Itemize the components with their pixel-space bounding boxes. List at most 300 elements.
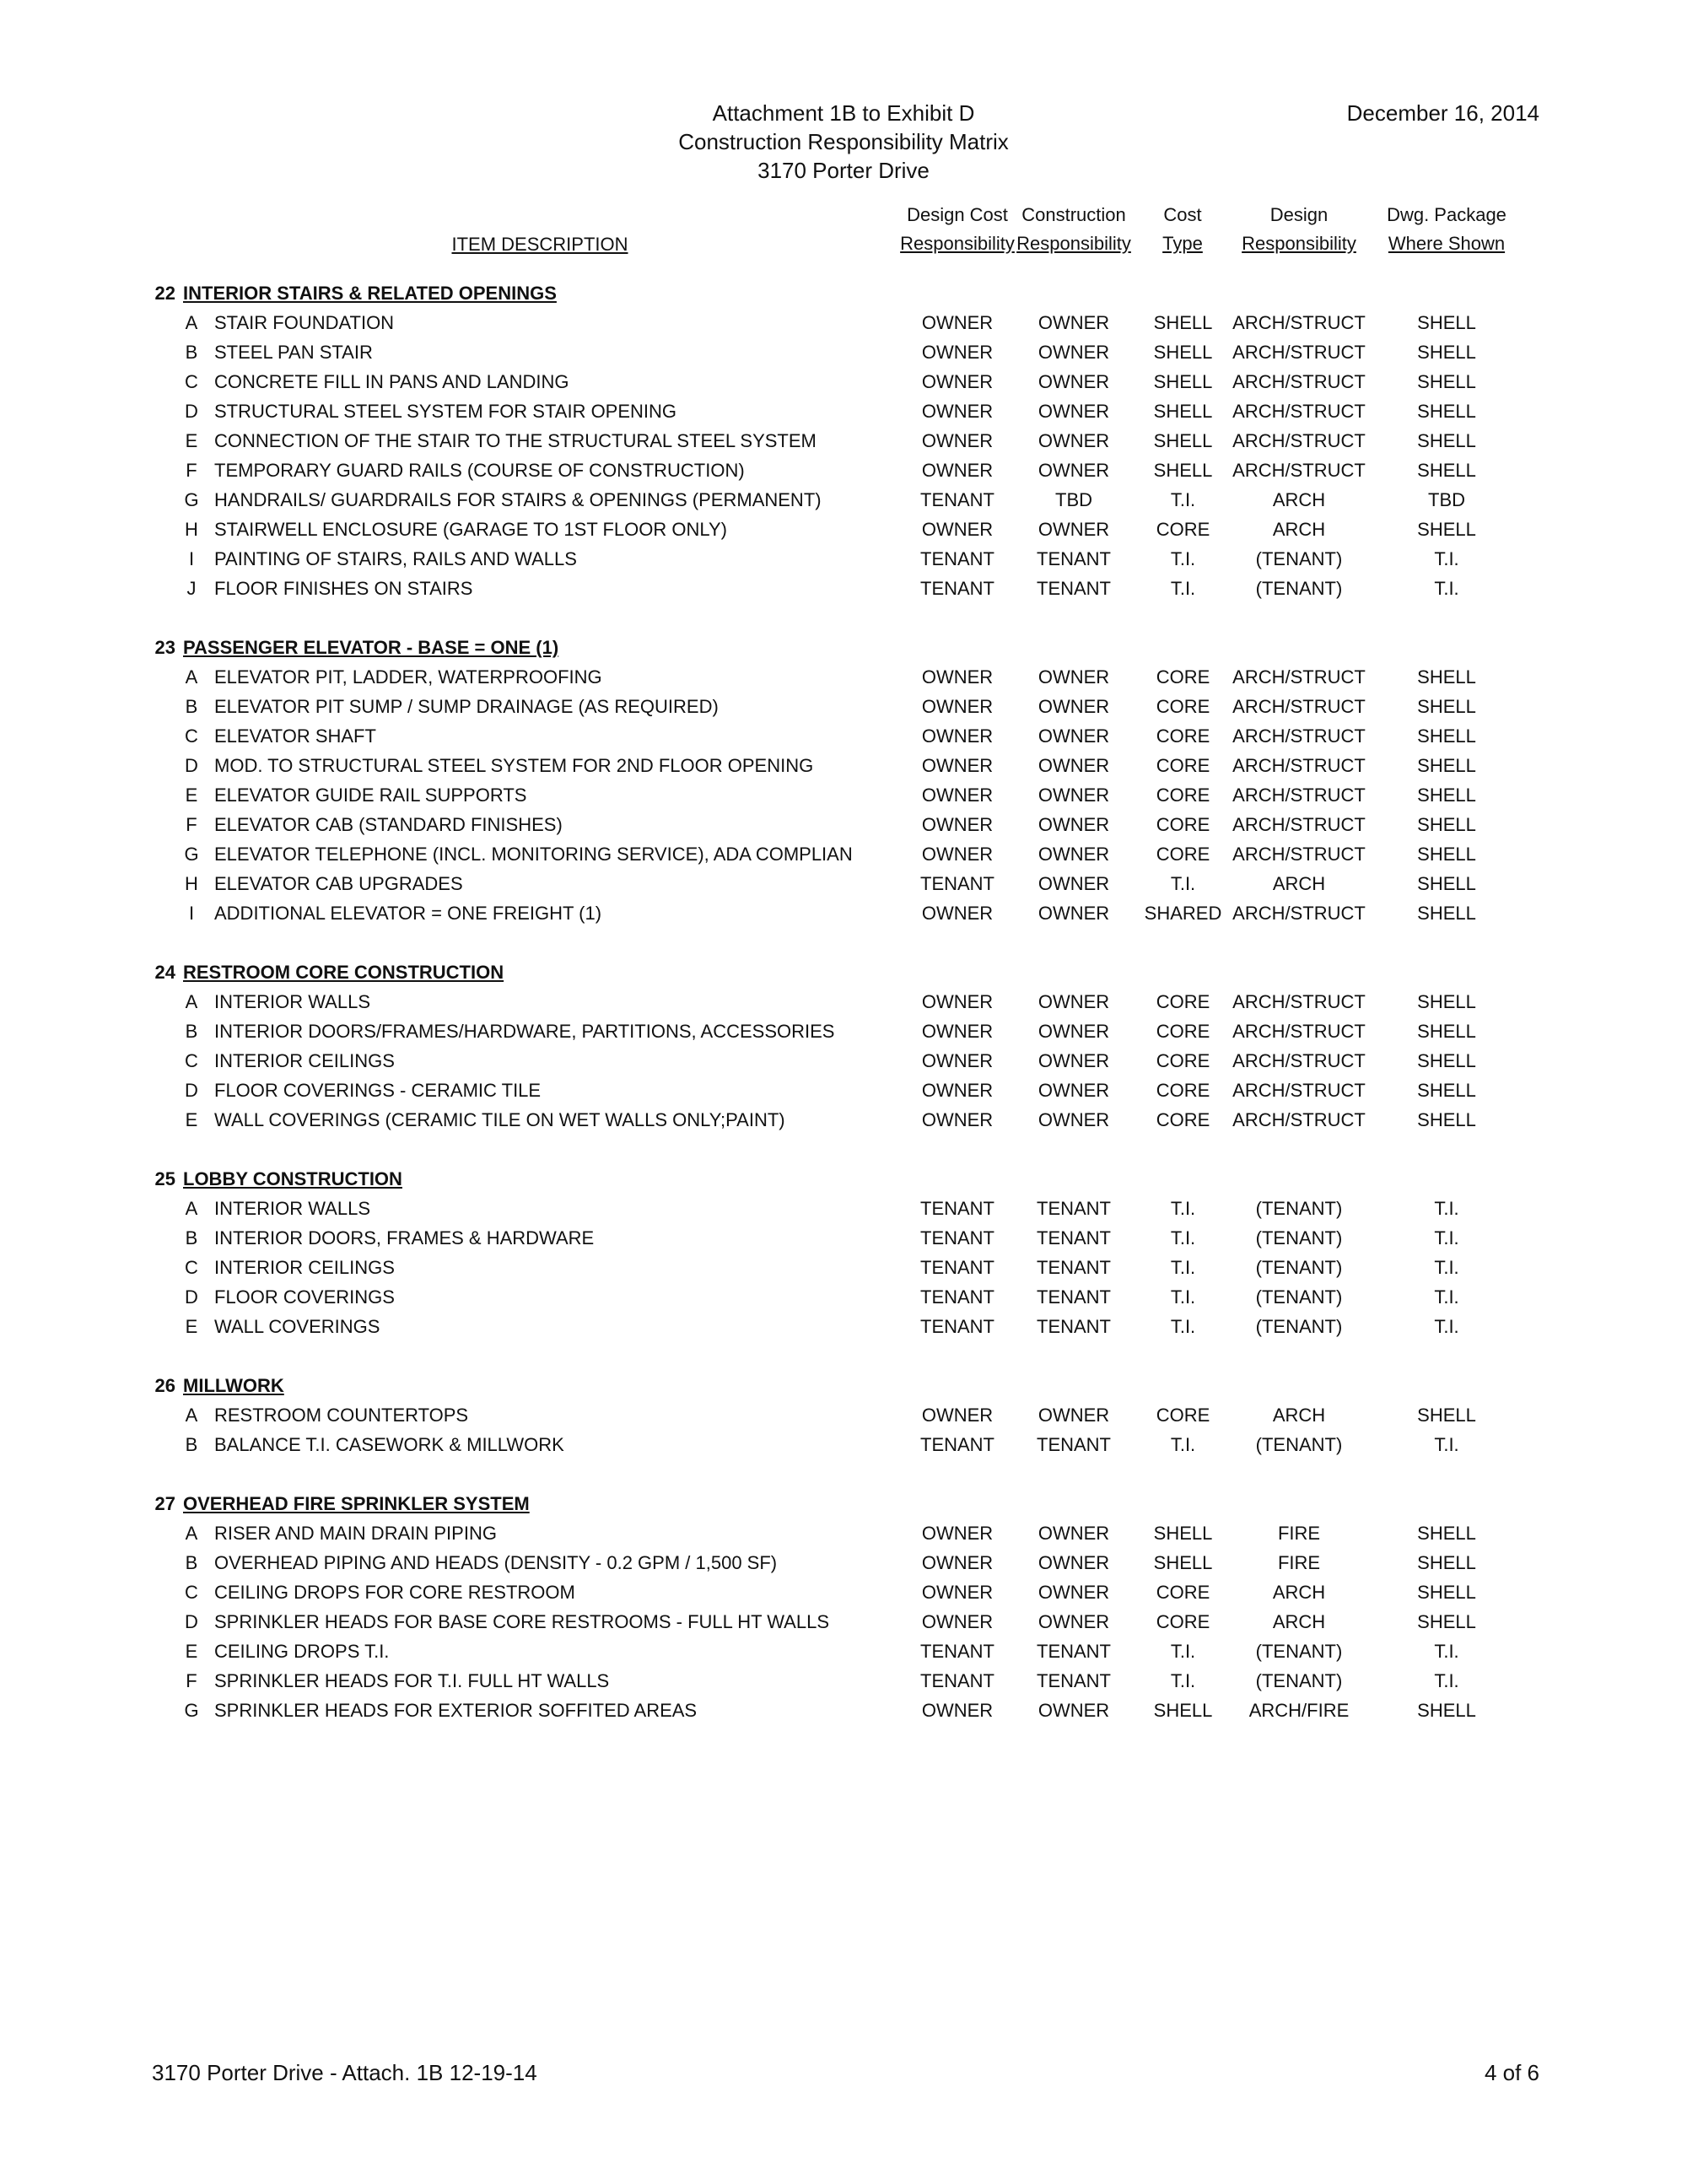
construction-responsibility: OWNER (1038, 666, 1110, 688)
table-row (0, 1076, 1687, 1105)
item-letter: A (185, 1198, 198, 1219)
cost-type: CORE (1156, 1582, 1210, 1603)
item-description: MOD. TO STRUCTURAL STEEL SYSTEM FOR 2ND FLOOR OPENING (214, 755, 814, 776)
design-responsibility: ARCH (1272, 1405, 1326, 1426)
design-cost-responsibility: OWNER (921, 371, 994, 392)
cost-type: T.I. (1170, 1227, 1196, 1248)
table-row (0, 485, 1687, 515)
construction-responsibility: TENANT (1037, 1641, 1111, 1662)
table-row (0, 1105, 1687, 1135)
dwg-package: SHELL (1417, 1611, 1476, 1632)
dwg-package: SHELL (1417, 785, 1476, 806)
dwg-package: SHELL (1417, 666, 1476, 688)
cost-type: T.I. (1170, 1316, 1196, 1337)
cost-type: SHELL (1153, 1523, 1213, 1544)
item-letter: C (185, 371, 198, 392)
construction-responsibility: OWNER (1038, 519, 1110, 540)
table-row (0, 1607, 1687, 1637)
section-title: OVERHEAD FIRE SPRINKLER SYSTEM (183, 1493, 530, 1514)
item-description: OVERHEAD PIPING AND HEADS (DENSITY - 0.2 GPM / 1,500 SF) (214, 1552, 778, 1573)
cost-type: T.I. (1170, 1641, 1196, 1662)
item-letter: D (185, 401, 198, 422)
design-cost-responsibility: OWNER (921, 1552, 994, 1573)
cost-type: CORE (1156, 1021, 1210, 1042)
item-description: CONNECTION OF THE STAIR TO THE STRUCTURAL STEEL SYSTEM (214, 430, 817, 451)
cost-type: CORE (1156, 1611, 1210, 1632)
design-cost-responsibility: TENANT (920, 1316, 994, 1337)
item-description: STAIR FOUNDATION (214, 312, 395, 333)
item-letter: A (185, 666, 198, 688)
design-responsibility: ARCH/STRUCT (1232, 371, 1366, 392)
dwg-package: T.I. (1434, 1670, 1459, 1691)
col-item-description: ITEM DESCRIPTION (451, 234, 628, 255)
design-cost-responsibility: OWNER (921, 666, 994, 688)
item-letter: A (185, 1405, 198, 1426)
design-cost-responsibility: TENANT (920, 1198, 994, 1219)
design-cost-responsibility: OWNER (921, 519, 994, 540)
section-title: LOBBY CONSTRUCTION (183, 1168, 402, 1189)
design-responsibility: (TENANT) (1255, 1316, 1343, 1337)
cost-type: T.I. (1170, 1198, 1196, 1219)
item-description: ELEVATOR CAB UPGRADES (214, 873, 463, 894)
section-number: 22 (154, 283, 175, 304)
design-responsibility: ARCH (1272, 873, 1326, 894)
table-row (0, 1430, 1687, 1459)
dwg-package: SHELL (1417, 814, 1476, 835)
item-letter: C (185, 1257, 198, 1278)
item-letter: B (185, 1434, 198, 1455)
table-row (0, 367, 1687, 396)
section-number: 27 (154, 1493, 175, 1514)
table-row (0, 1666, 1687, 1696)
design-cost-responsibility: TENANT (920, 578, 994, 599)
table-row (0, 662, 1687, 692)
table-row (0, 1194, 1687, 1223)
construction-responsibility: OWNER (1038, 755, 1110, 776)
cost-type: T.I. (1170, 873, 1196, 894)
item-letter: E (185, 430, 198, 451)
item-letter: B (185, 696, 198, 717)
doc-date: December 16, 2014 (1346, 100, 1539, 126)
table-row (0, 396, 1687, 426)
item-letter: D (185, 1286, 198, 1308)
item-letter: D (185, 755, 198, 776)
construction-responsibility: OWNER (1038, 725, 1110, 747)
design-responsibility: ARCH/STRUCT (1232, 460, 1366, 481)
cost-type: T.I. (1170, 548, 1196, 569)
cost-type: T.I. (1170, 1286, 1196, 1308)
construction-responsibility: TENANT (1037, 1434, 1111, 1455)
item-description: ELEVATOR PIT SUMP / SUMP DRAINAGE (AS REQUIRED) (214, 696, 719, 717)
item-letter: D (185, 1611, 198, 1632)
construction-responsibility: OWNER (1038, 342, 1110, 363)
design-responsibility: ARCH/FIRE (1248, 1700, 1350, 1721)
item-letter: F (186, 814, 197, 835)
table-row (0, 1518, 1687, 1548)
cost-type: SHARED (1144, 903, 1222, 924)
section-title: MILLWORK (183, 1375, 284, 1396)
item-letter: C (185, 1050, 198, 1071)
item-description: TEMPORARY GUARD RAILS (COURSE OF CONSTRUCTION) (214, 460, 745, 481)
design-cost-responsibility: OWNER (921, 844, 994, 865)
cost-type: CORE (1156, 1050, 1210, 1071)
dwg-package: SHELL (1417, 844, 1476, 865)
construction-responsibility: TENANT (1037, 1286, 1111, 1308)
design-cost-responsibility: OWNER (921, 1405, 994, 1426)
design-responsibility: ARCH/STRUCT (1232, 991, 1366, 1012)
design-cost-responsibility: OWNER (921, 430, 994, 451)
col-construction: Construction Responsibility (1016, 204, 1131, 254)
design-cost-responsibility: TENANT (920, 873, 994, 894)
construction-responsibility: OWNER (1038, 312, 1110, 333)
design-responsibility: (TENANT) (1255, 1198, 1343, 1219)
cost-type: CORE (1156, 844, 1210, 865)
item-description: CEILING DROPS T.I. (214, 1641, 390, 1662)
item-letter: A (185, 1523, 198, 1544)
item-description: INTERIOR DOORS/FRAMES/HARDWARE, PARTITIONS, ACCESSORIES (214, 1021, 835, 1042)
design-responsibility: ARCH/STRUCT (1232, 1050, 1366, 1071)
design-cost-responsibility: TENANT (920, 548, 994, 569)
design-responsibility: ARCH/STRUCT (1232, 312, 1366, 333)
design-cost-responsibility: OWNER (921, 903, 994, 924)
dwg-package: SHELL (1417, 1405, 1476, 1426)
dwg-package: SHELL (1417, 342, 1476, 363)
item-letter: A (185, 991, 198, 1012)
construction-responsibility: OWNER (1038, 696, 1110, 717)
dwg-package: SHELL (1417, 1523, 1476, 1544)
design-responsibility: (TENANT) (1255, 1641, 1343, 1662)
item-letter: G (184, 1700, 199, 1721)
design-cost-responsibility: TENANT (920, 1434, 994, 1455)
cost-type: CORE (1156, 725, 1210, 747)
cost-type: CORE (1156, 696, 1210, 717)
design-responsibility: ARCH/STRUCT (1232, 401, 1366, 422)
design-responsibility: ARCH/STRUCT (1232, 785, 1366, 806)
item-letter: B (185, 342, 198, 363)
construction-responsibility: OWNER (1038, 1611, 1110, 1632)
item-letter: E (185, 1316, 198, 1337)
construction-responsibility: OWNER (1038, 1523, 1110, 1544)
construction-responsibility: OWNER (1038, 1552, 1110, 1573)
item-description: ELEVATOR GUIDE RAIL SUPPORTS (214, 785, 527, 806)
dwg-package: T.I. (1434, 1257, 1459, 1278)
item-description: WALL COVERINGS (214, 1316, 380, 1337)
item-description: INTERIOR CEILINGS (214, 1050, 395, 1071)
item-letter: G (184, 489, 199, 510)
design-cost-responsibility: OWNER (921, 991, 994, 1012)
item-description: ADDITIONAL ELEVATOR = ONE FREIGHT (1) (214, 903, 602, 924)
section-header (0, 633, 1687, 662)
item-description: SPRINKLER HEADS FOR T.I. FULL HT WALLS (214, 1670, 610, 1691)
item-description: SPRINKLER HEADS FOR BASE CORE RESTROOMS - FULL HT WALLS (214, 1611, 829, 1632)
table-row (0, 780, 1687, 810)
dwg-package: T.I. (1434, 1227, 1459, 1248)
dwg-package: SHELL (1417, 1021, 1476, 1042)
item-description: WALL COVERINGS (CERAMIC TILE ON WET WALLS ONLY;PAINT) (214, 1109, 785, 1130)
table-row (0, 810, 1687, 839)
table-row (0, 1046, 1687, 1076)
item-letter: I (188, 903, 195, 924)
item-letter: C (185, 725, 198, 747)
construction-responsibility: OWNER (1038, 430, 1110, 451)
design-cost-responsibility: OWNER (921, 725, 994, 747)
table-row (0, 1017, 1687, 1046)
section-title: PASSENGER ELEVATOR - BASE = ONE (1) (183, 637, 559, 658)
design-cost-responsibility: OWNER (921, 1021, 994, 1042)
design-responsibility: ARCH/STRUCT (1232, 903, 1366, 924)
table-row (0, 515, 1687, 544)
cost-type: CORE (1156, 785, 1210, 806)
dwg-package: T.I. (1434, 1198, 1459, 1219)
construction-responsibility: TENANT (1037, 1316, 1111, 1337)
item-description: FLOOR COVERINGS (214, 1286, 395, 1308)
construction-responsibility: TENANT (1037, 1198, 1111, 1219)
cost-type: T.I. (1170, 1434, 1196, 1455)
cost-type: CORE (1156, 519, 1210, 540)
construction-responsibility: OWNER (1038, 460, 1110, 481)
construction-responsibility: TENANT (1037, 1257, 1111, 1278)
design-cost-responsibility: OWNER (921, 460, 994, 481)
construction-responsibility: OWNER (1038, 401, 1110, 422)
construction-responsibility: OWNER (1038, 903, 1110, 924)
design-cost-responsibility: OWNER (921, 1582, 994, 1603)
design-cost-responsibility: OWNER (921, 696, 994, 717)
item-letter: B (185, 1021, 198, 1042)
item-letter: A (185, 312, 198, 333)
cost-type: CORE (1156, 666, 1210, 688)
dwg-package: T.I. (1434, 578, 1459, 599)
construction-responsibility: OWNER (1038, 371, 1110, 392)
construction-responsibility: TENANT (1037, 578, 1111, 599)
design-cost-responsibility: OWNER (921, 312, 994, 333)
table-row (0, 898, 1687, 928)
item-letter: G (184, 844, 199, 865)
col-design-cost: Design Cost Responsibility (900, 204, 1015, 254)
table-row (0, 987, 1687, 1017)
construction-responsibility: OWNER (1038, 873, 1110, 894)
item-description: CEILING DROPS FOR CORE RESTROOM (214, 1582, 575, 1603)
design-responsibility: (TENANT) (1255, 1286, 1343, 1308)
cost-type: T.I. (1170, 1257, 1196, 1278)
construction-responsibility: TENANT (1037, 548, 1111, 569)
construction-responsibility: TENANT (1037, 1227, 1111, 1248)
dwg-package: SHELL (1417, 1080, 1476, 1101)
cost-type: SHELL (1153, 371, 1213, 392)
table-row (0, 1223, 1687, 1253)
design-cost-responsibility: TENANT (920, 1286, 994, 1308)
section-header (0, 957, 1687, 987)
design-responsibility: ARCH/STRUCT (1232, 1021, 1366, 1042)
cost-type: SHELL (1153, 1552, 1213, 1573)
item-letter: H (185, 873, 198, 894)
item-description: STEEL PAN STAIR (214, 342, 373, 363)
design-responsibility: ARCH/STRUCT (1232, 725, 1366, 747)
design-responsibility: (TENANT) (1255, 578, 1343, 599)
table-row (0, 721, 1687, 751)
item-letter: F (186, 1670, 197, 1691)
design-responsibility: ARCH/STRUCT (1232, 1080, 1366, 1101)
construction-responsibility: OWNER (1038, 1700, 1110, 1721)
item-description: STAIRWELL ENCLOSURE (GARAGE TO 1ST FLOOR ONLY) (214, 519, 727, 540)
dwg-package: SHELL (1417, 312, 1476, 333)
dwg-package: SHELL (1417, 371, 1476, 392)
section-title: INTERIOR STAIRS & RELATED OPENINGS (183, 283, 557, 304)
item-description: INTERIOR DOORS, FRAMES & HARDWARE (214, 1227, 595, 1248)
design-responsibility: ARCH/STRUCT (1232, 814, 1366, 835)
design-responsibility: ARCH/STRUCT (1232, 342, 1366, 363)
design-cost-responsibility: TENANT (920, 1227, 994, 1248)
construction-responsibility: OWNER (1038, 785, 1110, 806)
design-responsibility: ARCH (1272, 1582, 1326, 1603)
footer-page-number: 4 of 6 (1484, 2060, 1539, 2085)
item-description: CONCRETE FILL IN PANS AND LANDING (214, 371, 569, 392)
item-description: FLOOR COVERINGS - CERAMIC TILE (214, 1080, 542, 1101)
cost-type: SHELL (1153, 312, 1213, 333)
item-letter: E (185, 1109, 198, 1130)
design-cost-responsibility: OWNER (921, 785, 994, 806)
dwg-package: SHELL (1417, 460, 1476, 481)
item-letter: E (185, 785, 198, 806)
dwg-package: T.I. (1434, 1434, 1459, 1455)
item-letter: E (185, 1641, 198, 1662)
design-cost-responsibility: OWNER (921, 342, 994, 363)
design-responsibility: (TENANT) (1255, 1434, 1343, 1455)
item-description: FLOOR FINISHES ON STAIRS (214, 578, 473, 599)
item-letter: I (188, 548, 195, 569)
table-row (0, 751, 1687, 780)
design-responsibility: ARCH/STRUCT (1232, 430, 1366, 451)
design-cost-responsibility: OWNER (921, 1611, 994, 1632)
table-row (0, 869, 1687, 898)
section-number: 24 (154, 962, 175, 983)
design-responsibility: ARCH/STRUCT (1232, 844, 1366, 865)
dwg-package: T.I. (1434, 1641, 1459, 1662)
design-responsibility: (TENANT) (1255, 1257, 1343, 1278)
table-row (0, 692, 1687, 721)
dwg-package: SHELL (1417, 1582, 1476, 1603)
col-design-responsibility: Design Responsibility (1242, 204, 1356, 254)
design-cost-responsibility: OWNER (921, 1080, 994, 1101)
cost-type: SHELL (1153, 460, 1213, 481)
dwg-package: SHELL (1417, 1552, 1476, 1573)
footer-doc-ref: 3170 Porter Drive - Attach. 1B 12-19-14 (152, 2060, 537, 2085)
item-description: INTERIOR CEILINGS (214, 1257, 395, 1278)
section-header (0, 278, 1687, 308)
construction-responsibility: OWNER (1038, 1080, 1110, 1101)
item-description: PAINTING OF STAIRS, RAILS AND WALLS (214, 548, 577, 569)
col-dwg-package: Dwg. Package Where Shown (1387, 204, 1506, 254)
doc-title-line2: Construction Responsibility Matrix (678, 129, 1009, 154)
design-responsibility: ARCH (1272, 519, 1326, 540)
item-letter: D (185, 1080, 198, 1101)
dwg-package: SHELL (1417, 725, 1476, 747)
dwg-package: T.I. (1434, 548, 1459, 569)
item-description: HANDRAILS/ GUARDRAILS FOR STAIRS & OPENINGS (PERMANENT) (214, 489, 822, 510)
table-row (0, 337, 1687, 367)
section-title: RESTROOM CORE CONSTRUCTION (183, 962, 504, 983)
cost-type: T.I. (1170, 578, 1196, 599)
construction-responsibility: TENANT (1037, 1670, 1111, 1691)
cost-type: CORE (1156, 755, 1210, 776)
construction-responsibility: OWNER (1038, 1582, 1110, 1603)
section-number: 23 (154, 637, 175, 658)
item-letter: B (185, 1552, 198, 1573)
design-cost-responsibility: TENANT (920, 1641, 994, 1662)
table-row (0, 1400, 1687, 1430)
design-responsibility: FIRE (1277, 1552, 1321, 1573)
design-cost-responsibility: OWNER (921, 755, 994, 776)
item-description: RISER AND MAIN DRAIN PIPING (214, 1523, 497, 1544)
item-letter: J (186, 578, 197, 599)
section-number: 25 (154, 1168, 175, 1189)
cost-type: CORE (1156, 814, 1210, 835)
dwg-package: SHELL (1417, 991, 1476, 1012)
table-row (0, 426, 1687, 456)
item-description: ELEVATOR PIT, LADDER, WATERPROOFING (214, 666, 602, 688)
design-cost-responsibility: OWNER (921, 401, 994, 422)
dwg-package: TBD (1428, 489, 1465, 510)
cost-type: SHELL (1153, 342, 1213, 363)
cost-type: T.I. (1170, 489, 1196, 510)
design-responsibility: ARCH/STRUCT (1232, 1109, 1366, 1130)
construction-responsibility: OWNER (1038, 1021, 1110, 1042)
item-description: BALANCE T.I. CASEWORK & MILLWORK (214, 1434, 564, 1455)
design-cost-responsibility: TENANT (920, 1670, 994, 1691)
table-row (0, 544, 1687, 574)
table-row (0, 1312, 1687, 1341)
cost-type: T.I. (1170, 1670, 1196, 1691)
item-description: SPRINKLER HEADS FOR EXTERIOR SOFFITED AREAS (214, 1700, 698, 1721)
doc-title-line1: Attachment 1B to Exhibit D (712, 100, 975, 126)
dwg-package: SHELL (1417, 430, 1476, 451)
dwg-package: SHELL (1417, 1700, 1476, 1721)
item-description: ELEVATOR TELEPHONE (INCL. MONITORING SERVICE), ADA COMPLIAN (214, 844, 853, 865)
construction-responsibility: OWNER (1038, 1050, 1110, 1071)
cost-type: SHELL (1153, 401, 1213, 422)
design-cost-responsibility: TENANT (920, 489, 994, 510)
doc-title-line3: 3170 Porter Drive (757, 158, 930, 183)
dwg-package: SHELL (1417, 1109, 1476, 1130)
item-letter: C (185, 1582, 198, 1603)
design-responsibility: (TENANT) (1255, 548, 1343, 569)
dwg-package: SHELL (1417, 1050, 1476, 1071)
cost-type: CORE (1156, 1109, 1210, 1130)
design-responsibility: ARCH (1272, 1611, 1326, 1632)
item-description: ELEVATOR SHAFT (214, 725, 376, 747)
table-row (0, 1696, 1687, 1725)
construction-responsibility: OWNER (1038, 1405, 1110, 1426)
design-responsibility: ARCH/STRUCT (1232, 755, 1366, 776)
design-cost-responsibility: OWNER (921, 814, 994, 835)
cost-type: SHELL (1153, 1700, 1213, 1721)
design-cost-responsibility: TENANT (920, 1257, 994, 1278)
design-cost-responsibility: OWNER (921, 1700, 994, 1721)
item-description: RESTROOM COUNTERTOPS (214, 1405, 469, 1426)
design-cost-responsibility: OWNER (921, 1109, 994, 1130)
design-responsibility: (TENANT) (1255, 1670, 1343, 1691)
item-letter: H (185, 519, 198, 540)
cost-type: SHELL (1153, 430, 1213, 451)
item-description: ELEVATOR CAB (STANDARD FINISHES) (214, 814, 563, 835)
section-number: 26 (154, 1375, 175, 1396)
table-row (0, 1548, 1687, 1577)
cost-type: CORE (1156, 1405, 1210, 1426)
design-responsibility: FIRE (1277, 1523, 1321, 1544)
dwg-package: T.I. (1434, 1316, 1459, 1337)
section-header (0, 1489, 1687, 1518)
design-responsibility: ARCH/STRUCT (1232, 696, 1366, 717)
item-description: INTERIOR WALLS (214, 1198, 370, 1219)
